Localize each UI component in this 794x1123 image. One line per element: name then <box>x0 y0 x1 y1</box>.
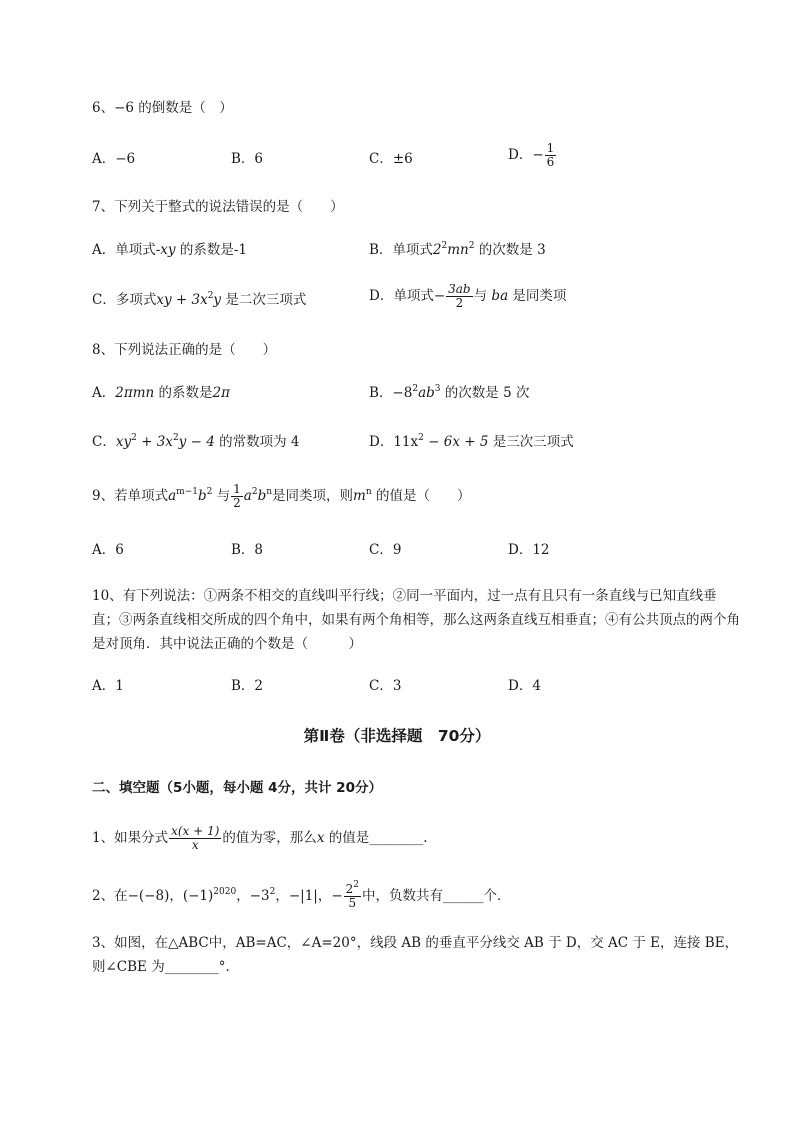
q9-fraction <box>231 483 243 510</box>
q8-option-c <box>92 432 299 452</box>
q10-option-c: C．3 <box>369 678 402 694</box>
f1-variable: x <box>316 830 325 846</box>
q9-exponent-1b: 2 <box>206 487 213 497</box>
q8-b-exponent: 2 <box>412 384 419 394</box>
question-7-stem: 7、下列关于整式的说法错误的是（ ） <box>92 199 344 215</box>
fraction-denominator: 2 <box>233 496 241 510</box>
q7-c-expression: xy + 3x <box>156 292 208 308</box>
f2-exponent-2: 2 <box>269 887 276 897</box>
q9-end: 的值是（ ） <box>371 488 471 504</box>
q7-option-d <box>369 283 566 310</box>
q8-d-suffix: 是三次三项式 <box>488 434 574 450</box>
q9-expression-1b: b <box>197 488 207 504</box>
q8-b-exponent-2: 3 <box>434 384 441 394</box>
fraction-denominator: x <box>191 838 199 852</box>
f2-suffix: 中，负数共有______个． <box>362 888 511 904</box>
f2-numerator-exponent: 2 <box>353 880 360 890</box>
f1-prefix: 1、如果分式 <box>92 830 169 846</box>
q7-option-a <box>92 240 247 260</box>
q8-a-prefix: A． <box>92 385 116 401</box>
question-8-stem: 8、下列说法正确的是（ ） <box>92 342 277 358</box>
q6-option-c: C．±6 <box>369 151 413 167</box>
q7-option-b <box>369 240 546 260</box>
f2-prefix: 2、在−(−8)，(−1) <box>92 888 214 904</box>
f1-suffix: 的值是________. <box>324 830 428 846</box>
q8-a-expression: 2πmn <box>115 385 155 401</box>
q8-b-expression: ab <box>418 385 435 401</box>
q8-option-d <box>369 432 574 452</box>
q7-c-expression-2: y <box>213 292 222 308</box>
q10-option-a: A．1 <box>92 678 124 694</box>
q7-b-suffix: 的次数是 3 <box>474 242 546 258</box>
q8-d-exponent: 2 <box>418 433 424 443</box>
q8-option-a <box>92 383 230 403</box>
q9-option-a: A．6 <box>92 542 124 558</box>
q9-exponent-1: m−1 <box>176 487 198 497</box>
q9-option-d: D．12 <box>508 542 550 558</box>
q7-b-expression-2: mn <box>447 242 469 258</box>
f2-middle-2: ，−|1|，− <box>275 888 343 904</box>
question-9-stem <box>92 483 470 510</box>
q6-option-b: B．6 <box>231 151 264 167</box>
f2-middle-1: ，−3 <box>236 888 270 904</box>
fill-question-3: 3、如图，在△ABC中，AB=AC，∠A=20°，线段 AB 的垂直平分线交 AB 于 D，交 AC 于 E，连接 BE，则∠CBE 为________°． <box>92 935 739 975</box>
fraction-numerator <box>344 880 361 897</box>
question-6-stem: 6、−6 的倒数是（ ） <box>92 100 233 116</box>
f1-middle: 的值为零，那么 <box>222 830 317 846</box>
q8-b-suffix: 的次数是 5 次 <box>440 385 530 401</box>
q9-expression-1: a <box>168 488 177 504</box>
q8-a-expression-2: 2π <box>212 385 230 401</box>
q7-b-exponent-2: 2 <box>468 241 475 251</box>
q7-a-suffix: 的系数是-1 <box>175 242 248 258</box>
q9-middle: 与 <box>212 488 231 504</box>
q8-option-b <box>369 383 529 403</box>
part-2-title: 第Ⅱ卷（非选择题 70分） <box>303 727 491 745</box>
q8-c-suffix: 的常数项为 4 <box>214 434 300 450</box>
q7-d-expression: ba <box>491 288 509 304</box>
q9-exponent-2: 2 <box>251 487 258 497</box>
section-2-heading: 二、填空题（5小题，每小题 4分，共计 20分） <box>92 780 382 796</box>
q7-c-prefix: C．多项式 <box>92 292 157 308</box>
fraction-numerator: 1 <box>233 482 241 496</box>
q9-option-c: C．9 <box>369 542 402 558</box>
q9-expression-2: a <box>243 488 252 504</box>
fraction-denominator: 6 <box>546 155 555 169</box>
q8-c-exponent: 2 <box>131 433 137 443</box>
q6-option-d-prefix: D．− <box>508 147 544 163</box>
q9-expression-3: m <box>353 488 366 504</box>
q7-option-c <box>92 290 306 310</box>
q8-c-middle: + 3x <box>136 434 173 450</box>
fill-question-1 <box>92 825 428 852</box>
q7-b-expression: 2 <box>432 242 442 258</box>
q7-d-fraction <box>446 283 472 310</box>
q7-d-middle: 与 <box>473 288 492 304</box>
fraction-denominator: 5 <box>348 896 357 910</box>
q7-c-suffix: 是二次三项式 <box>221 292 307 308</box>
q10-option-b: B．2 <box>231 678 264 694</box>
q7-a-prefix: A．单项式 <box>92 242 156 258</box>
q9-post: 是同类项，则 <box>272 488 354 504</box>
fraction-numerator: x(x + 1) <box>171 824 220 838</box>
q7-b-prefix: B．单项式 <box>369 242 433 258</box>
question-10-stem: 10、有下列说法：①两条不相交的直线叫平行线；②同一平面内，过一点有且只有一条直线与已知直线垂直；③两条直线相交所成的四个角中，如果有两个角相等，那么这两条直线互相垂直；④有公共顶点的两个角是对顶角．其中说法正确的个数是（ ） <box>92 588 740 652</box>
q9-exponent-2b: n <box>266 487 273 497</box>
q8-c-expression-2: y − 4 <box>178 434 215 450</box>
q9-expression-2b: b <box>257 488 267 504</box>
q8-b-prefix: B．−8 <box>369 385 413 401</box>
f2-exponent-1: 2020 <box>213 887 237 897</box>
fill-question-2 <box>92 880 511 910</box>
q6-option-a: A．−6 <box>92 151 136 167</box>
q8-d-expression: − 6x + 5 <box>423 434 489 450</box>
fraction-numerator: 1 <box>546 141 555 155</box>
q8-d-prefix: D．11x <box>369 434 419 450</box>
q8-c-prefix: C． <box>92 434 116 450</box>
q7-b-exponent: 2 <box>441 241 448 251</box>
q8-c-exponent-2: 2 <box>172 433 179 443</box>
q6-option-d-fraction <box>545 142 557 169</box>
fraction-denominator: 2 <box>455 296 464 310</box>
q10-option-d: D．4 <box>508 678 541 694</box>
f2-numerator-base: 2 <box>345 882 354 896</box>
q7-c-exponent: 2 <box>207 291 214 301</box>
q6-option-d <box>508 142 557 169</box>
q9-option-b: B．8 <box>231 542 264 558</box>
q8-a-middle: 的系数是 <box>154 385 213 401</box>
q9-exponent-3: n <box>365 487 372 497</box>
q7-d-prefix: D．单项式− <box>369 288 446 304</box>
q7-d-suffix: 是同类项 <box>508 288 567 304</box>
q9-prefix: 9、若单项式 <box>92 488 169 504</box>
f1-fraction <box>169 825 221 852</box>
f2-fraction <box>344 880 361 910</box>
q8-c-expression: xy <box>115 434 132 450</box>
q7-a-expression: -xy <box>155 242 176 258</box>
fraction-numerator: 3ab <box>448 282 471 296</box>
